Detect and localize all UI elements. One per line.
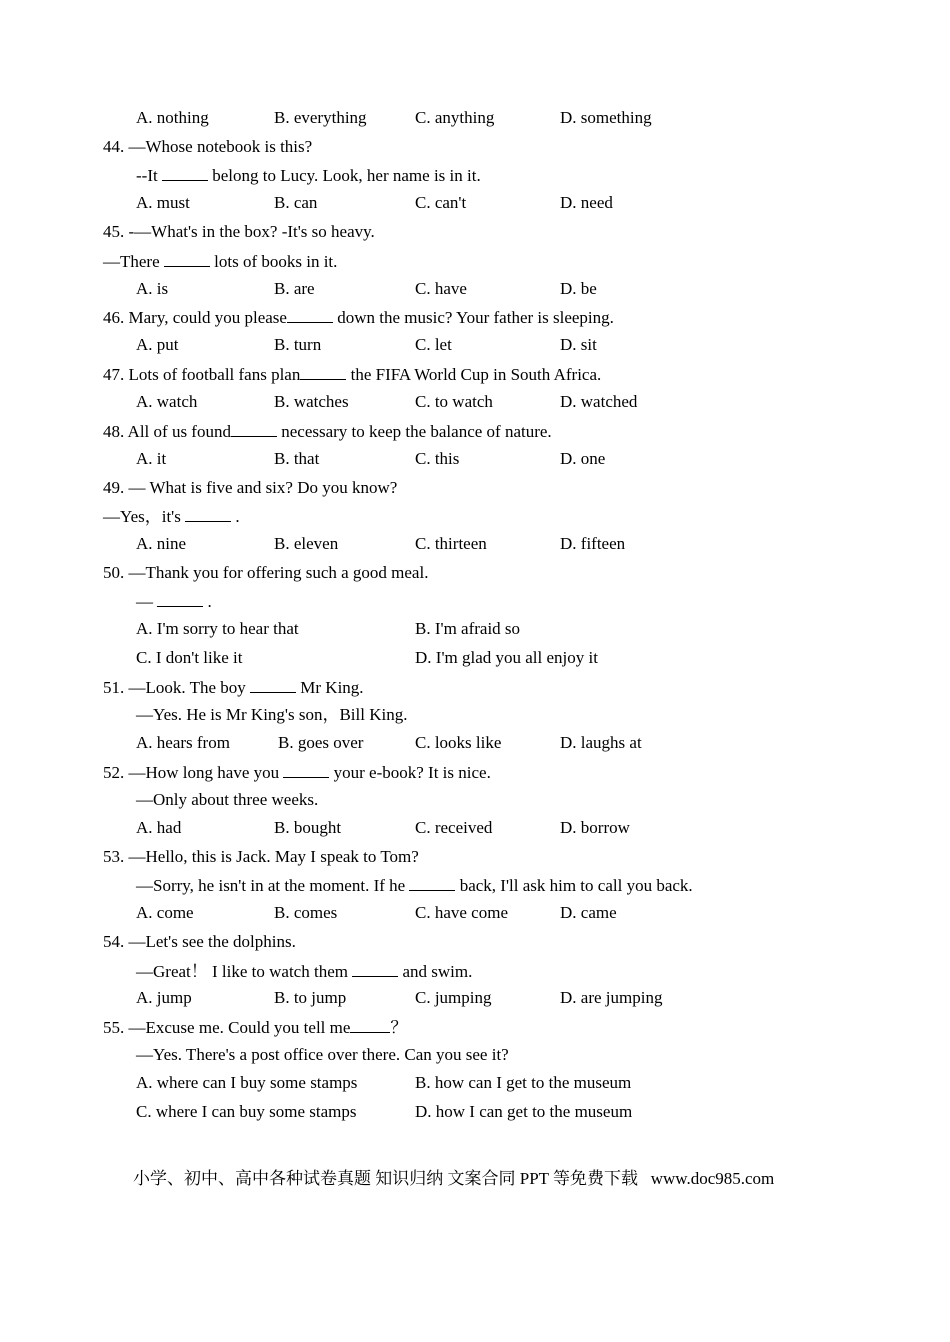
q54-stem: 54. —Let's see the dolphins. bbox=[103, 932, 296, 951]
q47-option-c: C. to watch bbox=[415, 392, 493, 411]
q53-option-b: B. comes bbox=[274, 903, 338, 922]
q53-option-c: C. have come bbox=[415, 903, 508, 922]
q50-stem: 50. —Thank you for offering such a good meal. bbox=[103, 563, 429, 582]
q44-blank bbox=[162, 165, 208, 181]
q45-option-c: C. have bbox=[415, 279, 467, 298]
q54-line2 bbox=[136, 961, 472, 981]
q54-blank bbox=[352, 961, 398, 977]
q51-option-d: D. laughs at bbox=[560, 733, 642, 752]
q52-stem-pre: 52. —How long have you bbox=[103, 763, 284, 782]
q53-option-d: D. came bbox=[560, 903, 617, 922]
q54-line2-pre: —Great！ I like to watch them bbox=[136, 962, 353, 981]
q53-blank bbox=[409, 875, 455, 891]
q44-line2-pre: --It bbox=[136, 166, 162, 185]
q52-blank bbox=[283, 762, 329, 778]
q48-blank bbox=[231, 421, 277, 437]
q50-option-c: C. I don't like it bbox=[136, 648, 243, 667]
q54-option-c: C. jumping bbox=[415, 988, 492, 1007]
q45-stem: 45. -—What's in the box? -It's so heavy. bbox=[103, 222, 375, 241]
q47-blank bbox=[300, 364, 346, 380]
q52-stem-post: your e-book? It is nice. bbox=[329, 763, 491, 782]
q49-blank bbox=[185, 506, 231, 522]
q44-line2 bbox=[136, 165, 481, 185]
q45-option-a: A. is bbox=[136, 279, 169, 298]
q52-option-c: C. received bbox=[415, 818, 493, 837]
q44-option-d: D. need bbox=[560, 193, 613, 212]
q44-option-a: A. must bbox=[136, 193, 190, 212]
q47-stem-post: the FIFA World Cup in South Africa. bbox=[346, 365, 602, 384]
q52-stem bbox=[103, 762, 491, 782]
q49-stem: 49. — What is five and six? Do you know? bbox=[103, 478, 398, 497]
q51-line2: —Yes. He is Mr King's son，Bill King. bbox=[136, 705, 408, 724]
q47-stem bbox=[103, 364, 601, 384]
q55-option-c: C. where I can buy some stamps bbox=[136, 1102, 357, 1121]
q54-option-b: B. to jump bbox=[274, 988, 347, 1007]
q44-line2-post: belong to Lucy. Look, her name is in it. bbox=[207, 166, 481, 185]
q47-option-a: A. watch bbox=[136, 392, 198, 411]
q53-stem: 53. —Hello, this is Jack. May I speak to Tom? bbox=[103, 847, 419, 866]
q43-option-d: D. something bbox=[560, 108, 652, 127]
page-footer: 小学、初中、高中各种试卷真题 知识归纳 文案合同 PPT 等免费下载 www.doc985.com bbox=[133, 1169, 775, 1188]
q45-option-d: D. be bbox=[560, 279, 597, 298]
q51-option-c: C. looks like bbox=[415, 733, 502, 752]
q48-option-b: B. that bbox=[274, 449, 320, 468]
q45-line2-post: lots of books in it. bbox=[209, 252, 338, 271]
q49-option-d: D. fifteen bbox=[560, 534, 626, 553]
q45-option-b: B. are bbox=[274, 279, 315, 298]
q55-option-a: A. where can I buy some stamps bbox=[136, 1073, 358, 1092]
q55-stem-post: ？ bbox=[390, 1018, 408, 1037]
q50-option-d: D. I'm glad you all enjoy it bbox=[415, 648, 598, 667]
q44-option-b: B. can bbox=[274, 193, 318, 212]
q50-option-b: B. I'm afraid so bbox=[415, 619, 521, 638]
q44-option-c: C. can't bbox=[415, 193, 467, 212]
q52-option-b: B. bought bbox=[274, 818, 342, 837]
q46-option-d: D. sit bbox=[560, 335, 597, 354]
q48-stem-post: necessary to keep the balance of nature. bbox=[276, 422, 552, 441]
q46-stem-pre: 46. Mary, could you please bbox=[103, 308, 287, 327]
q43-option-b: B. everything bbox=[274, 108, 367, 127]
q47-option-b: B. watches bbox=[274, 392, 349, 411]
q51-stem bbox=[103, 677, 364, 697]
q50-blank bbox=[157, 591, 203, 607]
q51-blank bbox=[250, 677, 296, 693]
q45-blank bbox=[164, 251, 210, 267]
q47-stem-pre: 47. Lots of football fans plan bbox=[103, 365, 301, 384]
q52-option-d: D. borrow bbox=[560, 818, 630, 837]
q45-line2 bbox=[103, 251, 337, 271]
q53-option-a: A. come bbox=[136, 903, 194, 922]
q55-option-b: B. how can I get to the museum bbox=[415, 1073, 632, 1092]
q48-stem bbox=[103, 421, 552, 441]
q53-line2-post: back, I'll ask him to call you back. bbox=[455, 876, 693, 895]
q49-option-a: A. nine bbox=[136, 534, 187, 553]
q50-line2-post: . bbox=[203, 592, 212, 611]
q46-option-b: B. turn bbox=[274, 335, 322, 354]
q49-line2 bbox=[103, 506, 240, 526]
q51-option-a: A. hears from bbox=[136, 733, 230, 752]
q46-stem bbox=[103, 307, 614, 327]
q46-blank bbox=[287, 307, 333, 323]
q48-option-d: D. one bbox=[560, 449, 606, 468]
q55-blank bbox=[350, 1017, 390, 1033]
q54-option-a: A. jump bbox=[136, 988, 192, 1007]
q51-stem-pre: 51. —Look. The boy bbox=[103, 678, 251, 697]
q53-line2 bbox=[136, 875, 693, 895]
q51-option-b: B. goes over bbox=[278, 733, 364, 752]
q48-option-c: C. this bbox=[415, 449, 460, 468]
q52-line2: —Only about three weeks. bbox=[136, 790, 319, 809]
q50-line2-pre: — bbox=[136, 592, 158, 611]
q54-option-d: D. are jumping bbox=[560, 988, 663, 1007]
q55-stem-pre: 55. —Excuse me. Could you tell me bbox=[103, 1018, 351, 1037]
q55-line2: —Yes. There's a post office over there. Can you see it? bbox=[136, 1045, 509, 1064]
q47-option-d: D. watched bbox=[560, 392, 638, 411]
q48-option-a: A. it bbox=[136, 449, 167, 468]
q48-stem-pre: 48. All of us found bbox=[103, 422, 231, 441]
q49-line2-pre: —Yes，it's bbox=[103, 507, 186, 526]
q44-stem: 44. —Whose notebook is this? bbox=[103, 137, 313, 156]
q49-option-c: C. thirteen bbox=[415, 534, 487, 553]
q50-line2 bbox=[136, 591, 212, 611]
q52-option-a: A. had bbox=[136, 818, 182, 837]
q46-stem-post: down the music? Your father is sleeping. bbox=[332, 308, 614, 327]
q46-option-a: A. put bbox=[136, 335, 179, 354]
q49-option-b: B. eleven bbox=[274, 534, 339, 553]
q49-line2-post: . bbox=[231, 507, 240, 526]
q55-option-d: D. how I can get to the museum bbox=[415, 1102, 633, 1121]
q46-option-c: C. let bbox=[415, 335, 452, 354]
q55-stem bbox=[103, 1017, 407, 1037]
q51-stem-post: Mr King. bbox=[296, 678, 364, 697]
q43-option-c: C. anything bbox=[415, 108, 495, 127]
q45-line2-pre: —There bbox=[103, 252, 164, 271]
q43-option-a: A. nothing bbox=[136, 108, 209, 127]
q53-line2-pre: —Sorry, he isn't in at the moment. If he bbox=[136, 876, 410, 895]
q54-line2-post: and swim. bbox=[398, 962, 473, 981]
q50-option-a: A. I'm sorry to hear that bbox=[136, 619, 299, 638]
